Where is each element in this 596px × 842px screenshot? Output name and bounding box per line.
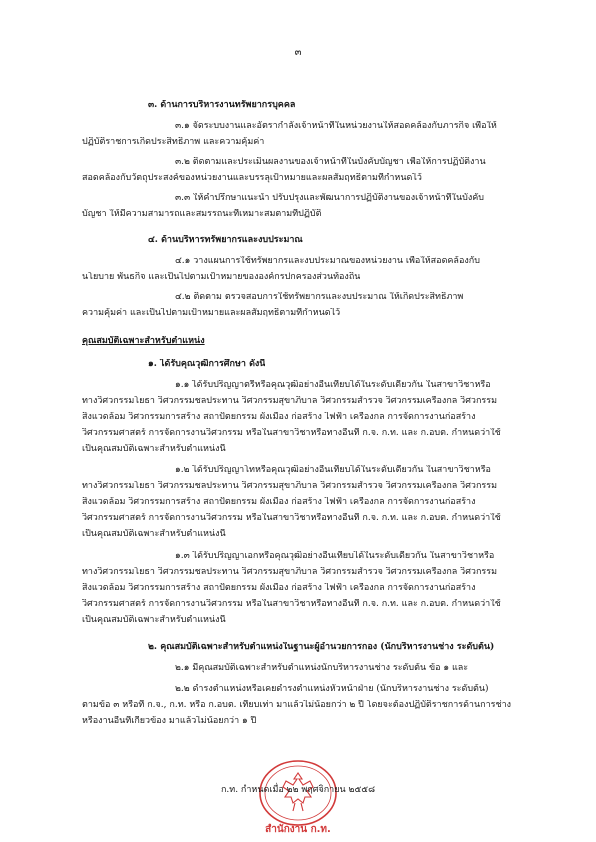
paragraph-3-3-line-1: ๓.๓ ให้คำปรึกษาแนะนำ ปรับปรุงและพัฒนาการปฏิบัติงานของเจ้าหน้าที่ในบังคับ [175, 193, 484, 203]
qualification-1-1-line-1: ๑.๑ ได้รับปริญญาตรีหรือคุณวุฒิอย่างอื่นเทียบได้ในระดับเดียวกัน ในสาขาวิชาหรือ [175, 380, 491, 390]
paragraph-3-2-line-2: สอดคล้องกับวัตถุประสงค์ของหน่วยงานและบรรลุเป้าหมายและผลสัมฤทธิ์ตามที่กำหนดไว้ [82, 173, 422, 183]
qualification-1-title: ๑. ได้รับคุณวุฒิการศึกษา ดังนี้ [148, 359, 266, 369]
qualification-2-title: ๒. คุณสมบัติเฉพาะสำหรับตำแหน่งในฐานะผู้อำนวยการกอง (นักบริหารงานช่าง ระดับต้น) [148, 642, 495, 652]
qualification-1-1-line-3: สิ่งแวดล้อม วิศวกรรมการสร้าง สถาปัตยกรรม ผังเมือง ก่อสร้าง ไฟฟ้า เครื่องกล การจัดการงานก่อสร้าง [82, 412, 476, 422]
qualification-1-1-line-2: ทางวิศวกรรมโยธา วิศวกรรมชลประทาน วิศวกรรมสุขาภิบาล วิศวกรรมสำรวจ วิศวกรรมเครื่องกล วิศวกรรม [82, 396, 498, 406]
paragraph-4-1-line-2: นโยบาย พันธกิจ และเป็นไปตามเป้าหมายขององค์กรปกครองส่วนท้องถิ่น [82, 272, 361, 282]
paragraph-4-2-line-1: ๔.๒ ติดตาม ตรวจสอบการใช้ทรัพยากรและงบประมาณ ให้เกิดประสิทธิภาพ [175, 292, 464, 302]
svg-text:สำนักงาน ก.ท.: สำนักงาน ก.ท. [265, 824, 331, 835]
paragraph-3-3-line-2: บัญชา ให้มีความสามารถและสมรรถนะที่เหมาะสมตามที่ปฏิบัติ [82, 209, 322, 219]
qualification-1-2-line-4: วิศวกรรมศาสตร์ การจัดการงานวิศวกรรม หรือในสาขาวิชาหรือทางอื่นที่ ก.จ. ก.ท. และ ก.อบต. กำหนดว่าใช้ [82, 513, 501, 523]
qualification-heading: คุณสมบัติเฉพาะสำหรับตำแหน่ง [82, 336, 205, 346]
page-number: ๓ [294, 47, 302, 58]
qualification-1-2-line-3: สิ่งแวดล้อม วิศวกรรมการสร้าง สถาปัตยกรรม ผังเมือง ก่อสร้าง ไฟฟ้า เครื่องกล การจัดการงานก่อสร้าง [82, 497, 476, 507]
section-4-title: ๔. ด้านบริหารทรัพยากรและงบประมาณ [148, 235, 303, 245]
footer-note: ก.ท. กำหนดเมื่อ ๒๒ พฤศจิกายน ๒๕๕๘ [220, 785, 376, 795]
qualification-1-1-line-4: วิศวกรรมศาสตร์ การจัดการงานวิศวกรรม หรือในสาขาวิชาหรือทางอื่นที่ ก.จ. ก.ท. และ ก.อบต. กำหนดว่าใช้ [82, 428, 501, 438]
qualification-1-3-line-1: ๑.๓ ได้รับปริญญาเอกหรือคุณวุฒิอย่างอื่นเทียบได้ในระดับเดียวกัน ในสาขาวิชาหรือ [175, 551, 495, 561]
qualification-2-1: ๒.๑ มีคุณสมบัติเฉพาะสำหรับตำแหน่งนักบริหารงานช่าง ระดับต้น ข้อ ๑ และ [175, 663, 469, 673]
qualification-1-3-line-5: เป็นคุณสมบัติเฉพาะสำหรับตำแหน่งนี้ [82, 615, 226, 625]
qualification-2-2-line-3: หรืองานอื่นที่เกี่ยวข้อง มาแล้วไม่น้อยกว่า ๑ ปี [82, 716, 257, 726]
qualification-1-3-line-2: ทางวิศวกรรมโยธา วิศวกรรมชลประทาน วิศวกรรมสุขาภิบาล วิศวกรรมสำรวจ วิศวกรรมเครื่องกล วิศวกรรม [82, 567, 498, 577]
paragraph-4-1-line-1: ๔.๑ วางแผนการใช้ทรัพยากรและงบประมาณของหน่วยงาน เพื่อให้สอดคล้องกับ [175, 256, 480, 266]
qualification-1-3-line-3: สิ่งแวดล้อม วิศวกรรมการสร้าง สถาปัตยกรรม ผังเมือง ก่อสร้าง ไฟฟ้า เครื่องกล การจัดการงานก่อสร้าง [82, 583, 476, 593]
qualification-1-1-line-5: เป็นคุณสมบัติเฉพาะสำหรับตำแหน่งนี้ [82, 444, 226, 454]
qualification-1-2-line-5: เป็นคุณสมบัติเฉพาะสำหรับตำแหน่งนี้ [82, 529, 226, 539]
paragraph-3-1-line-1: ๓.๑ จัดระบบงานและอัตรากำลังเจ้าหน้าที่ในหน่วยงานให้สอดคล้องกับภารกิจ เพื่อให้ [175, 121, 497, 131]
qualification-2-2-line-2: ตามข้อ ๓ หรือที่ ก.จ., ก.ท. หรือ ก.อบต. เทียบเท่า มาแล้วไม่น้อยกว่า ๒ ปี โดยจะต้องปฏิบัติราชการด้านการช่าง [82, 700, 512, 710]
qualification-2-2-line-1: ๒.๒ ดำรงตำแหน่งหรือเคยดำรงตำแหน่งหัวหน้าฝ่าย (นักบริหารงานช่าง ระดับต้น) [175, 684, 489, 694]
paragraph-3-1-line-2: ปฏิบัติราชการเกิดประสิทธิภาพ และความคุ้มค่า [82, 137, 265, 147]
paragraph-3-2-line-1: ๓.๒ ติดตามและประเมินผลงานของเจ้าหน้าที่ในบังคับบัญชา เพื่อให้การปฏิบัติงาน [175, 157, 486, 167]
paragraph-4-2-line-2: ความคุ้มค่า และเป็นไปตามเป้าหมายและผลสัมฤทธิ์ตามที่กำหนดไว้ [82, 308, 341, 318]
section-3-title: ๓. ด้านการบริหารงานทรัพยากรบุคคล [148, 100, 296, 110]
qualification-1-2-line-1: ๑.๒ ได้รับปริญญาโทหรือคุณวุฒิอย่างอื่นเทียบได้ในระดับเดียวกัน ในสาขาวิชาหรือ [175, 465, 491, 475]
official-seal-stamp [253, 757, 343, 837]
qualification-1-2-line-2: ทางวิศวกรรมโยธา วิศวกรรมชลประทาน วิศวกรรมสุขาภิบาล วิศวกรรมสำรวจ วิศวกรรมเครื่องกล วิศวกรรม [82, 481, 498, 491]
qualification-1-3-line-4: วิศวกรรมศาสตร์ การจัดการงานวิศวกรรม หรือในสาขาวิชาหรือทางอื่นที่ ก.จ. ก.ท. และ ก.อบต. กำหนดว่าใช้ [82, 599, 501, 609]
